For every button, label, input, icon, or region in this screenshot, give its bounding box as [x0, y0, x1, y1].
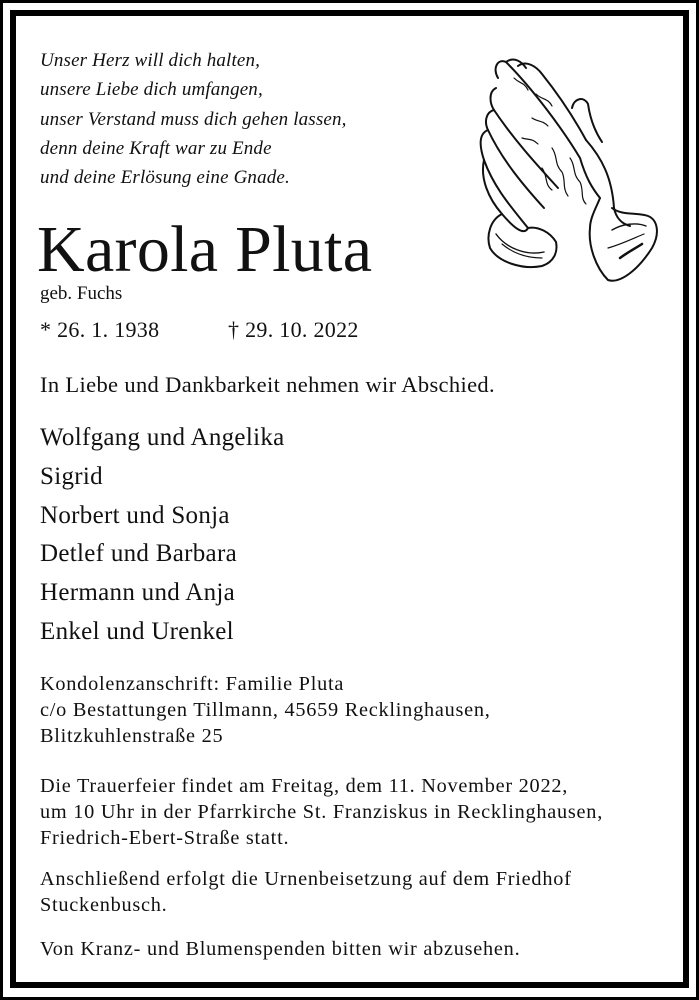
mourners-list [40, 419, 285, 652]
birth-date: * 26. 1. 1938 [40, 317, 160, 342]
address-line: Kondolenzanschrift: Familie Pluta [40, 673, 345, 695]
farewell-statement: In Liebe und Dankbarkeit nehmen wir Abschied. [40, 372, 495, 397]
condolence-address [40, 671, 491, 749]
service-line: Die Trauerfeier findet am Freitag, dem 11. November 2022, [40, 775, 569, 797]
poem [40, 46, 347, 192]
deceased-name: Karola Pluta [37, 213, 373, 286]
poem-line: unser Verstand muss dich gehen lassen, [40, 108, 347, 130]
birth-name: geb. Fuchs [40, 283, 123, 304]
mourner: Hermann und Anja [40, 579, 236, 607]
poem-line: denn deine Kraft war zu Ende [40, 137, 272, 159]
service-line: Friedrich-Ebert-Straße statt. [40, 827, 290, 849]
praying-hands-icon [462, 48, 662, 284]
mourner: Enkel und Urenkel [40, 617, 234, 645]
death-date: † 29. 10. 2022 [228, 317, 359, 342]
poem-line: Unser Herz will dich halten, [40, 50, 261, 71]
poem-line: unsere Liebe dich umfangen, [40, 79, 263, 101]
poem-line: und deine Erlösung eine Gnade. [40, 167, 290, 189]
mourner: Detlef und Barbara [40, 540, 237, 568]
flowers-note: Von Kranz- und Blumenspenden bitten wir abzusehen. [40, 938, 521, 960]
funeral-service-info [40, 773, 603, 851]
mourner: Wolfgang und Angelika [40, 424, 285, 451]
urn-line: Anschließend erfolgt die Urnenbeisetzung auf dem Friedhof [40, 868, 572, 890]
address-line: c/o Bestattungen Tillmann, 45659 Recklinghausen, [40, 699, 491, 721]
mourner: Sigrid [40, 462, 103, 490]
urn-line: Stuckenbusch. [40, 894, 168, 916]
service-line: um 10 Uhr in der Pfarrkirche St. Franziskus in Recklinghausen, [40, 801, 604, 823]
mourner: Norbert und Sonja [40, 501, 230, 529]
address-line: Blitzkuhlenstraße 25 [40, 725, 224, 747]
urn-burial-info [40, 866, 572, 918]
